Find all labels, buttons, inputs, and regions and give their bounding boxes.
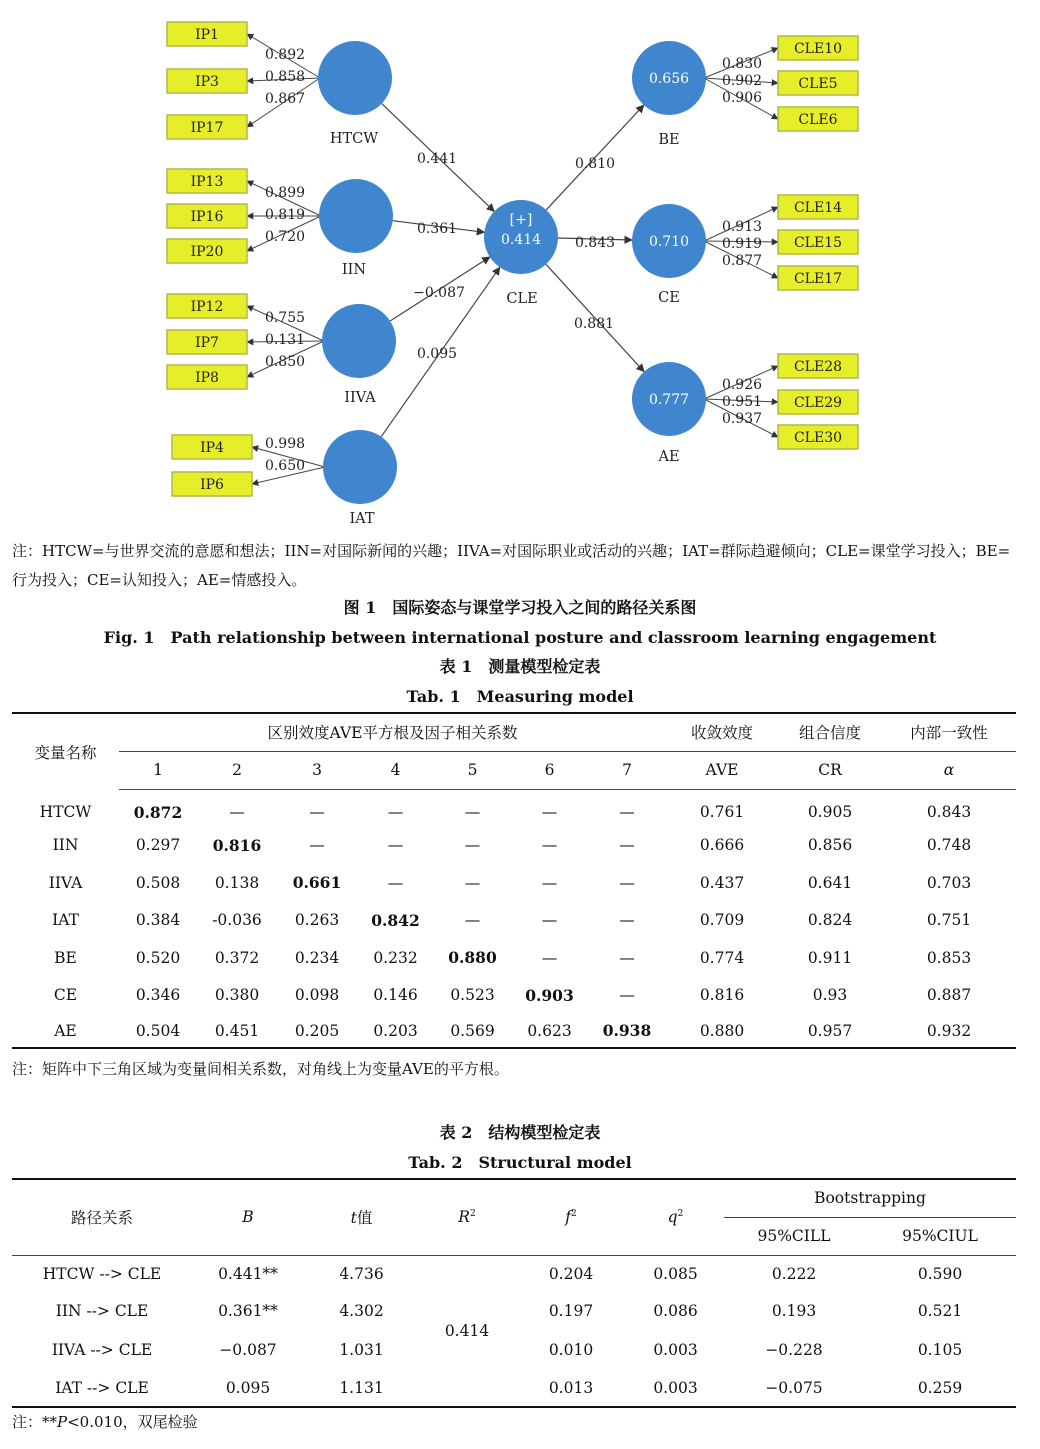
indicator-label-cle15: CLE15 bbox=[793, 235, 843, 251]
path-coef-htcw-cle: 0.441 bbox=[416, 151, 458, 167]
indicator-label-cle30: CLE30 bbox=[793, 430, 843, 446]
t-value: 4.736 bbox=[339, 1264, 384, 1283]
indicator-label-ip7: IP7 bbox=[195, 335, 219, 351]
ci-lower: −0.075 bbox=[724, 1370, 864, 1407]
col-cr: CR bbox=[778, 751, 882, 789]
t-value: 1.131 bbox=[304, 1370, 419, 1407]
ci-lower: 0.222 bbox=[771, 1264, 817, 1283]
table1-row bbox=[12, 1014, 1016, 1048]
table1-cell: 0.138 bbox=[214, 873, 260, 892]
path-coef-iin-cle: 0.361 bbox=[416, 221, 458, 237]
table1-cell: 0.957 bbox=[778, 1014, 882, 1048]
table1-cell: — bbox=[619, 911, 635, 930]
col-3: 3 bbox=[277, 751, 357, 789]
table1-cell: — bbox=[229, 803, 245, 821]
loading-cle6: 0.906 bbox=[721, 90, 763, 106]
table1-cell: 0.623 bbox=[511, 1014, 588, 1048]
table1-cell: — bbox=[619, 803, 635, 821]
table2-note-pre: 注：** bbox=[12, 1413, 58, 1431]
q2-value: 0.085 bbox=[653, 1264, 698, 1283]
loading-ip13: 0.899 bbox=[264, 185, 306, 201]
table1-cell: — bbox=[619, 986, 635, 1005]
table1-cell: 0.203 bbox=[357, 1014, 434, 1048]
t-value: 4.302 bbox=[339, 1302, 384, 1320]
table1-cell: 0.880 bbox=[666, 1014, 778, 1048]
table1-cell: 0.437 bbox=[699, 873, 745, 892]
figure-note: 注：HTCW=与世界交流的意愿和想法；IIN=对国际新闻的兴趣；IIVA=对国际职业或活动的兴趣；IAT=群际趋避倾向；CLE=课堂学习投入；BE=行为投入；CE=认知投入；AE=情感投入。 bbox=[12, 542, 1011, 589]
construct-node-iat bbox=[323, 430, 397, 504]
ci-lower: −0.228 bbox=[765, 1341, 823, 1359]
table1-cell: 0.880 bbox=[448, 948, 497, 968]
table1-cell: 0.346 bbox=[135, 986, 181, 1005]
col-6: 6 bbox=[511, 751, 588, 789]
indicator-label-cle28: CLE28 bbox=[793, 359, 843, 375]
header-f2-exponent: 2 bbox=[571, 1209, 577, 1220]
table1-cell: 0.816 bbox=[212, 835, 262, 855]
indicator-label-ip3: IP3 bbox=[195, 74, 219, 90]
table1-row bbox=[12, 902, 1016, 940]
node-label-ce: CE bbox=[658, 290, 680, 306]
coef-b: 0.095 bbox=[192, 1370, 304, 1407]
table1-cell: — bbox=[464, 836, 481, 855]
loading-cle14: 0.913 bbox=[721, 219, 763, 235]
loading-cle29: 0.951 bbox=[721, 394, 763, 410]
table1-cell: 0.903 bbox=[525, 985, 574, 1005]
table1-cell: 0.751 bbox=[926, 911, 972, 930]
header-f2 bbox=[515, 1179, 627, 1255]
header-convergent: 收敛效度 bbox=[666, 713, 778, 751]
node-value-ce: 0.710 bbox=[648, 234, 690, 250]
table1-body bbox=[12, 789, 1016, 1048]
col-1: 1 bbox=[119, 751, 197, 789]
table1-cell: 0.905 bbox=[807, 803, 853, 821]
loading-cle17: 0.877 bbox=[721, 253, 763, 269]
table1-cell: 0.297 bbox=[135, 836, 181, 855]
q2-value: 0.086 bbox=[653, 1302, 698, 1320]
header-composite: 组合信度 bbox=[778, 713, 882, 751]
ci-upper: 0.590 bbox=[917, 1264, 963, 1283]
table1-cell: 0.842 bbox=[371, 910, 420, 930]
loading-ip1: 0.892 bbox=[264, 47, 306, 63]
indicator-label-cle5: CLE5 bbox=[798, 76, 838, 92]
table1-cell: — bbox=[619, 873, 635, 892]
header-q2 bbox=[627, 1179, 724, 1255]
table1-cell: 0.932 bbox=[882, 1014, 1016, 1048]
table2-note bbox=[12, 1411, 198, 1432]
coef-b: 0.441** bbox=[218, 1264, 278, 1283]
table1-cell: 0.761 bbox=[699, 803, 745, 821]
table1-cell: — bbox=[619, 948, 635, 967]
header-t bbox=[304, 1179, 419, 1255]
table1-cell: 0.93 bbox=[812, 986, 848, 1005]
table1-row bbox=[12, 827, 1016, 865]
header-b: B bbox=[192, 1179, 304, 1255]
table1-cell: 0.504 bbox=[119, 1014, 197, 1048]
table2-note-post: <0.010，双尾检验 bbox=[67, 1413, 198, 1431]
ci-upper: 0.105 bbox=[917, 1341, 963, 1359]
indicator-label-cle29: CLE29 bbox=[793, 395, 843, 411]
table1-row bbox=[12, 977, 1016, 1015]
table1-cell: — bbox=[464, 911, 481, 930]
measuring-model-table bbox=[12, 712, 1016, 1049]
ci-lower: 0.193 bbox=[771, 1302, 817, 1320]
header-cill: 95%CILL bbox=[724, 1217, 864, 1255]
loading-cle15: 0.919 bbox=[721, 236, 763, 252]
figure-title-en: Fig. 1 Path relationship between international posture and classroom learning engagement bbox=[103, 628, 937, 647]
variable-name: BE bbox=[54, 948, 77, 967]
path-relation: HTCW --> CLE bbox=[42, 1264, 162, 1283]
variable-name: AE bbox=[12, 1014, 119, 1048]
table1-cell: — bbox=[387, 836, 404, 855]
table1-cell: — bbox=[464, 873, 481, 892]
node-label-iin: IIN bbox=[341, 262, 367, 278]
construct-node-iin bbox=[319, 179, 393, 253]
indicator-label-ip8: IP8 bbox=[195, 370, 219, 386]
table1-cell: 0.380 bbox=[214, 986, 260, 1005]
col-alpha: α bbox=[882, 751, 1016, 789]
indicator-label-ip16: IP16 bbox=[190, 209, 224, 225]
table1-cell: — bbox=[541, 803, 558, 821]
table1-cell: 0.520 bbox=[135, 948, 181, 967]
table1-cell: 0.384 bbox=[135, 911, 181, 930]
construct-node-iiva bbox=[322, 304, 396, 378]
variable-name: IIN bbox=[52, 836, 79, 855]
table1-cell: — bbox=[387, 803, 404, 821]
header-consistency: 内部一致性 bbox=[882, 713, 1016, 751]
indicator-label-ip13: IP13 bbox=[190, 174, 224, 190]
indicator-label-cle10: CLE10 bbox=[793, 41, 843, 57]
header-f2-symbol: f bbox=[565, 1208, 571, 1227]
loading-ip3: 0.858 bbox=[264, 69, 306, 85]
table1-cell: 0.569 bbox=[434, 1014, 511, 1048]
table1-cell: — bbox=[309, 803, 325, 821]
header-path: 路径关系 bbox=[12, 1179, 192, 1255]
path-relation: IAT --> CLE bbox=[12, 1370, 192, 1407]
path-coef-iiva-cle: −0.087 bbox=[413, 285, 465, 301]
table1-cell: 0.843 bbox=[926, 803, 972, 821]
q2-value: 0.003 bbox=[627, 1370, 724, 1407]
node-label-htcw: HTCW bbox=[329, 131, 379, 147]
col-2: 2 bbox=[197, 751, 277, 789]
table1-cell: 0.641 bbox=[807, 873, 853, 892]
table1-cell: — bbox=[387, 873, 404, 892]
node-label-iat: IAT bbox=[349, 511, 375, 527]
table1-row bbox=[12, 864, 1016, 902]
table2-note-p: P bbox=[57, 1413, 68, 1431]
variable-name: IAT bbox=[52, 911, 79, 930]
indicator-label-ip17: IP17 bbox=[190, 120, 224, 136]
table1-cell: 0.508 bbox=[135, 873, 181, 892]
col-4: 4 bbox=[357, 751, 434, 789]
table1-cell: — bbox=[541, 873, 558, 892]
col-7: 7 bbox=[588, 751, 666, 789]
r2-value: 0.414 bbox=[419, 1255, 515, 1407]
variable-name: IIVA bbox=[48, 873, 83, 892]
table2-row bbox=[12, 1255, 1016, 1292]
node-value-be: 0.656 bbox=[648, 71, 690, 87]
header-discriminant: 区别效度AVE平方根及因子相关系数 bbox=[119, 713, 666, 751]
table1-cell: 0.703 bbox=[926, 873, 972, 892]
coef-b: 0.361** bbox=[218, 1302, 278, 1320]
table1-cell: 0.451 bbox=[197, 1014, 277, 1048]
loading-cle10: 0.830 bbox=[721, 56, 763, 72]
table1-cell: 0.661 bbox=[292, 873, 342, 893]
table1-cell: 0.856 bbox=[807, 836, 853, 855]
table1-cell: 0.146 bbox=[373, 986, 418, 1005]
node-value-ae: 0.777 bbox=[648, 392, 690, 408]
table1-cell: — bbox=[541, 836, 558, 855]
node-value-cle: 0.414 bbox=[500, 232, 542, 248]
f2-value: 0.204 bbox=[548, 1264, 594, 1283]
table1-note: 注：矩阵中下三角区域为变量间相关系数，对角线上为变量AVE的平方根。 bbox=[12, 1060, 509, 1078]
path-relation: IIN --> CLE bbox=[55, 1302, 149, 1320]
loading-cle5: 0.902 bbox=[721, 73, 763, 89]
table1-col-header-row bbox=[12, 751, 1016, 789]
table1-cell: 0.205 bbox=[277, 1014, 357, 1048]
table1-cell: 0.098 bbox=[294, 986, 340, 1005]
node-badge-cle: [+] bbox=[509, 212, 533, 228]
loading-ip8: 0.850 bbox=[264, 354, 306, 370]
node-label-ae: AE bbox=[658, 449, 680, 465]
loading-ip4: 0.998 bbox=[264, 436, 306, 452]
table1-cell: 0.824 bbox=[807, 911, 853, 930]
table1-cell: 0.523 bbox=[450, 986, 495, 1005]
f2-value: 0.013 bbox=[515, 1370, 627, 1407]
header-q2-exponent: 2 bbox=[677, 1209, 684, 1220]
header-variable: 变量名称 bbox=[12, 713, 119, 789]
construct-node-htcw bbox=[318, 41, 392, 115]
header-t-symbol: t bbox=[350, 1209, 357, 1228]
table1-cell: 0.666 bbox=[699, 836, 745, 855]
variable-name: HTCW bbox=[39, 802, 92, 821]
header-bootstrapping: Bootstrapping bbox=[724, 1179, 1016, 1217]
indicator-label-ip6: IP6 bbox=[200, 477, 224, 493]
f2-value: 0.010 bbox=[548, 1341, 594, 1359]
indicator-label-cle17: CLE17 bbox=[793, 271, 843, 287]
table1-cell: 0.853 bbox=[926, 948, 972, 967]
table1-cell: — bbox=[464, 803, 481, 821]
indicator-label-ip1: IP1 bbox=[195, 27, 219, 43]
path-coef-cle-ae: 0.881 bbox=[573, 316, 615, 332]
table1-cell: 0.774 bbox=[699, 948, 745, 967]
path-coef-cle-be: 0.810 bbox=[574, 156, 616, 172]
table2-body bbox=[12, 1255, 1016, 1407]
table1-cell: 0.938 bbox=[588, 1014, 666, 1048]
table1-row bbox=[12, 789, 1016, 827]
table1-cell: 0.872 bbox=[133, 802, 183, 822]
table1-cell: 0.263 bbox=[294, 911, 340, 930]
table1-row bbox=[12, 939, 1016, 977]
table1-title-cn: 表 1 测量模型检定表 bbox=[439, 657, 601, 676]
path-diagram bbox=[0, 0, 1040, 530]
table1-cell: 0.372 bbox=[214, 948, 260, 967]
node-label-cle: CLE bbox=[506, 291, 538, 307]
loading-ip20: 0.720 bbox=[264, 229, 306, 245]
col-ave: AVE bbox=[666, 751, 778, 789]
ci-upper: 0.259 bbox=[864, 1370, 1016, 1407]
loading-ip17: 0.867 bbox=[264, 91, 306, 107]
node-label-be: BE bbox=[658, 132, 680, 148]
indicator-label-cle14: CLE14 bbox=[793, 200, 843, 216]
table1-cell: 0.709 bbox=[699, 911, 745, 930]
table1-cell: — bbox=[619, 836, 635, 855]
path-coef-iat-cle: 0.095 bbox=[416, 346, 458, 362]
node-label-iiva: IIVA bbox=[344, 390, 376, 406]
coef-b: −0.087 bbox=[219, 1341, 277, 1359]
table1-cell: 0.911 bbox=[807, 948, 853, 967]
structural-model-table bbox=[12, 1178, 1016, 1408]
path-coef-cle-ce: 0.843 bbox=[574, 235, 616, 251]
table1-cell: — bbox=[541, 911, 558, 930]
loading-ip12: 0.755 bbox=[264, 310, 306, 326]
table2-title-cn: 表 2 结构模型检定表 bbox=[439, 1123, 601, 1142]
table1-title-en: Tab. 1 Measuring model bbox=[406, 687, 634, 706]
q2-value: 0.003 bbox=[653, 1341, 698, 1359]
col-5: 5 bbox=[434, 751, 511, 789]
loading-ip16: 0.819 bbox=[264, 207, 306, 223]
indicator-label-ip12: IP12 bbox=[190, 299, 224, 315]
header-q2-symbol: q bbox=[667, 1208, 678, 1227]
figure-title-cn: 图 1 国际姿态与课堂学习投入之间的路径关系图 bbox=[343, 598, 697, 617]
header-r2-exponent: 2 bbox=[469, 1209, 476, 1220]
table1-cell: 0.887 bbox=[926, 986, 972, 1005]
table1-cell: -0.036 bbox=[212, 911, 262, 930]
header-ciul: 95%CIUL bbox=[864, 1217, 1016, 1255]
indicator-label-cle6: CLE6 bbox=[798, 112, 838, 128]
header-r2-symbol: R bbox=[458, 1208, 470, 1227]
table1-cell: 0.234 bbox=[294, 948, 340, 967]
table1-cell: 0.816 bbox=[699, 986, 745, 1005]
header-r2 bbox=[419, 1179, 515, 1255]
loading-ip6: 0.650 bbox=[264, 458, 306, 474]
indicator-label-ip4: IP4 bbox=[200, 440, 224, 456]
header-t-word: 值 bbox=[356, 1209, 373, 1228]
f2-value: 0.197 bbox=[548, 1302, 594, 1320]
t-value: 1.031 bbox=[339, 1341, 384, 1359]
variable-name: CE bbox=[53, 986, 78, 1005]
loading-ip7: 0.131 bbox=[264, 332, 306, 348]
table1-cell: 0.232 bbox=[373, 948, 418, 967]
loading-cle30: 0.937 bbox=[721, 411, 763, 427]
ci-upper: 0.521 bbox=[917, 1302, 963, 1320]
path-relation: IIVA --> CLE bbox=[51, 1341, 153, 1359]
table2-title-en: Tab. 2 Structural model bbox=[408, 1153, 632, 1172]
table1-cell: — bbox=[309, 836, 325, 855]
table1-cell: — bbox=[541, 948, 558, 967]
loading-cle28: 0.926 bbox=[721, 377, 763, 393]
indicator-label-ip20: IP20 bbox=[190, 244, 224, 260]
table1-cell: 0.748 bbox=[926, 836, 972, 855]
